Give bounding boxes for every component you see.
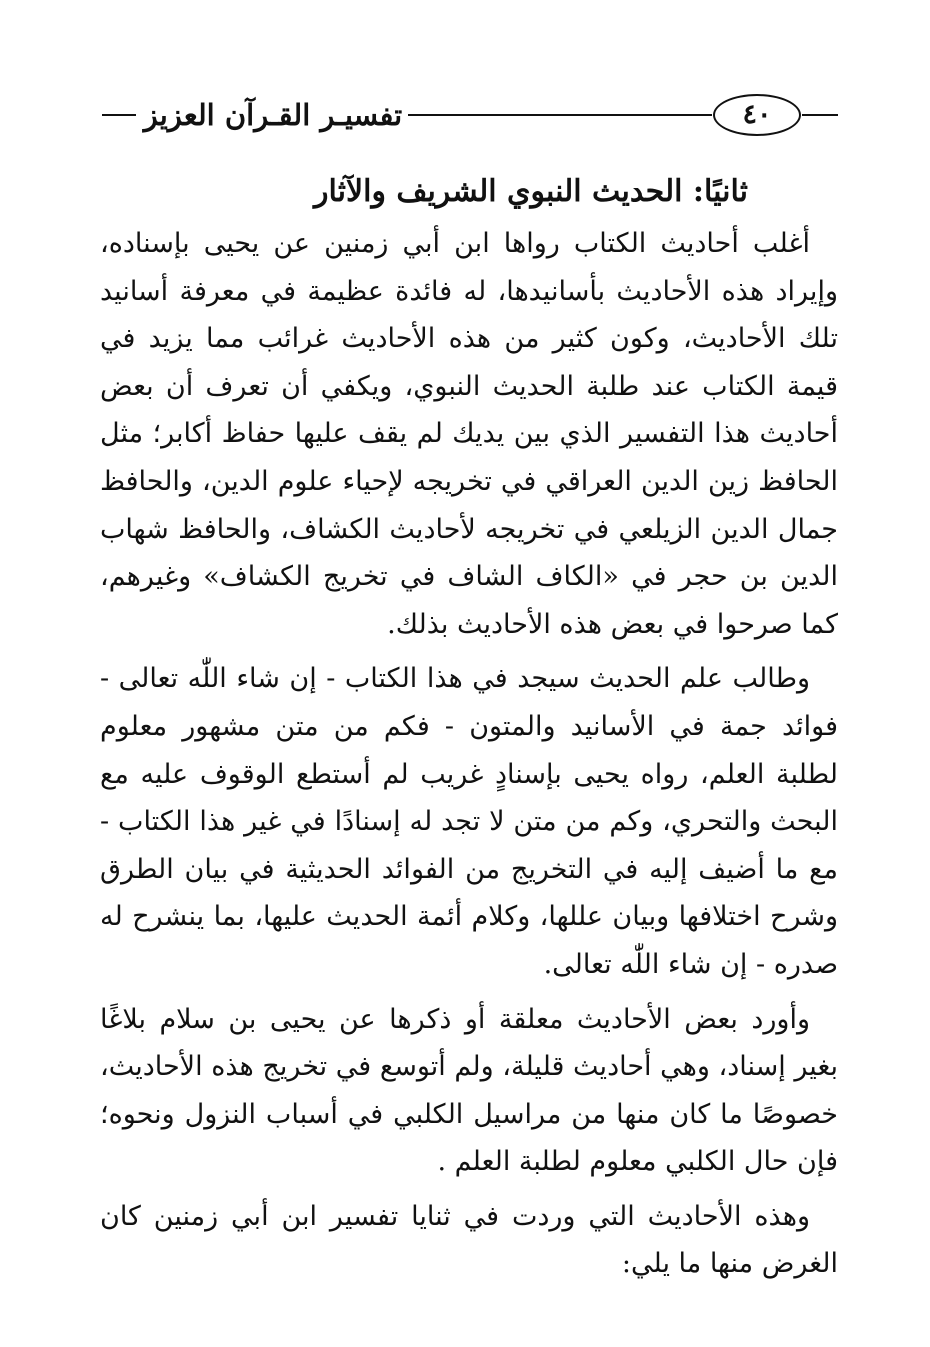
paragraph-3: وأورد بعض الأحاديث معلقة أو ذكرها عن يحيى بن سلام بلاغًا بغير إسناد، وهي أحاديث قليلة، ولم أتوسع في تخريج هذه الأحاديث، خصوصًا ما كان منها من مراسيل الكلبي في أسباب النزول ونحوه؛ فإن حال الكلبي معلوم لطلبة العلم . — [100, 1003, 838, 1178]
paragraph-4: وهذه الأحاديث التي وردت في ثنايا تفسير ابن أبي زمنين كان الغرض منها ما يلي: — [100, 1200, 838, 1280]
page-body — [100, 166, 838, 1288]
paragraph-1: أغلب أحاديث الكتاب رواها ابن أبي زمنين عن يحيى بإسناده، وإيراد هذه الأحاديث بأسانيدها، له فائدة عظيمة في معرفة أسانيد تلك الأحاديث، وكون كثير من هذه الأحاديث غرائب مما يزيد في قيمة الكتاب عند طلبة الحديث النبوي، ويكفي أن تعرف أن بعض أحاديث هذا التفسير الذي بين يديك لم يقف عليها حفاظ أكابر؛ مثل الحافظ زين الدين العراقي في تخريجه لإحياء علوم الدين، والحافظ جمال الدين الزيلعي في تخريجه لأحاديث الكشاف، والحافظ شهاب الدين بن حجر في «الكاف الشاف في تخريج الكشاف» وغيرهم، كما صرحوا في بعض هذه الأحاديث بذلك. — [100, 228, 838, 640]
page-number: ٤٠ — [713, 94, 801, 136]
header-rule-right — [802, 114, 838, 116]
page-header — [96, 92, 838, 138]
header-rule-left — [102, 114, 136, 116]
paragraph-2: وطالب علم الحديث سيجد في هذا الكتاب - إن شاء اللّٰه تعالى - فوائد جمة في الأسانيد والمتون - فكم من متن مشهور معلوم لطلبة العلم، رواه يحيى بإسنادٍ غريب لم أستطع الوقوف عليه مع البحث والتحري، وكم من متن لا تجد له إسنادًا في غير هذا الكتاب - مع ما أضيف إليه في التخريج من الفوائد الحديثية في بيان الطرق وشرح اختلافها وبيان عللها، وكلام أئمة الحديث عليها، بما ينشرح له صدره - إن شاء اللّٰه تعالى. — [100, 663, 838, 980]
running-title: تفسيـر القـرآن العزيز — [143, 98, 403, 132]
header-rule-middle — [408, 114, 712, 116]
section-heading: ثانيًا: الحديث النبوي الشريف والآثار — [314, 174, 748, 209]
